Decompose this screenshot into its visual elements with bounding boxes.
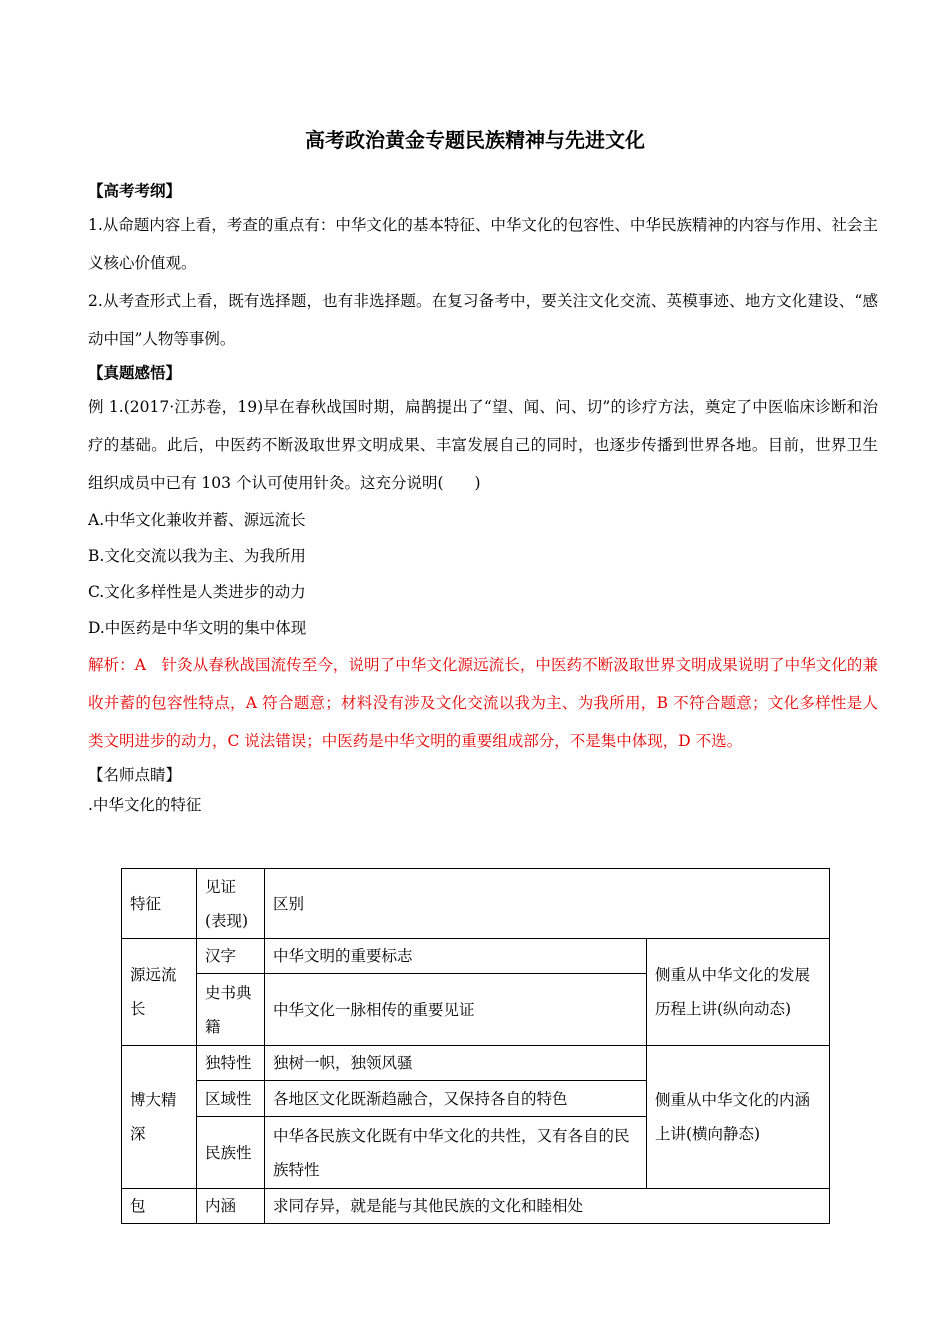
option-c: C.文化多样性是人类进步的动力 — [88, 583, 306, 601]
option-b: B.文化交流以我为主、为我所用 — [88, 547, 306, 565]
witness-cell: 区域性 — [197, 1081, 265, 1117]
feature-cell-profound: 博大精深 — [122, 1046, 197, 1189]
witness-cell: 民族性 — [197, 1117, 265, 1189]
witness-cell: 独特性 — [197, 1046, 265, 1081]
exam-question: 例 1.(2017·江苏卷，19)早在春秋战国时期，扁鹊提出了“望、闻、问、切”的诊疗方法，奠定了中医临床诊断和治疗的基础。此后，中医药不断汲取世界文明成果、丰富发展自己的同时，也逐步传播到世界各地。目前，世界卫生组织成员中已有 103 个认可使用针灸。这充分说明( ) — [88, 398, 878, 492]
table-row — [122, 1046, 830, 1081]
culture-features-table — [121, 868, 830, 1224]
option-a: A.中华文化兼收并蓄、源远流长 — [88, 511, 306, 529]
witness-cell: 汉字 — [197, 939, 265, 974]
desc-cell: 求同存异，就是能与其他民族的文化和睦相处 — [265, 1189, 830, 1224]
feature-cell-long-history: 源远流长 — [122, 939, 197, 1046]
table-row — [122, 939, 830, 974]
document-title: 高考政治黄金专题民族精神与先进文化 — [305, 128, 645, 152]
header-difference: 区别 — [265, 869, 830, 939]
option-d: D.中医药是中华文明的集中体现 — [88, 619, 307, 637]
table-row — [122, 1189, 830, 1224]
tips-subheading: .中华文化的特征 — [88, 796, 202, 814]
desc-cell: 中华各民族文化既有中华文化的共性，又有各自的民族特性 — [265, 1117, 647, 1189]
outline-item-2: 2.从考查形式上看，既有选择题，也有非选择题。在复习备考中，要关注文化交流、英模事迹、地方文化建设、“感动中国”人物等事例。 — [88, 292, 878, 348]
header-feature: 特征 — [122, 869, 197, 939]
document-body — [88, 176, 878, 820]
note-cell-horizontal: 侧重从中华文化的内涵上讲(横向静态) — [647, 1046, 830, 1189]
desc-cell: 各地区文化既渐趋融合，又保持各自的特色 — [265, 1081, 647, 1117]
witness-cell: 内涵 — [197, 1189, 265, 1224]
header-witness: 见证(表现) — [197, 869, 265, 939]
desc-cell: 中华文化一脉相传的重要见证 — [265, 974, 647, 1046]
outline-item-1: 1.从命题内容上看，考查的重点有：中华文化的基本特征、中华文化的包容性、中华民族精神的内容与作用、社会主义核心价值观。 — [88, 216, 878, 272]
table-header-row — [122, 869, 830, 939]
feature-cell-inclusive: 包 — [122, 1189, 197, 1224]
witness-cell: 史书典籍 — [197, 974, 265, 1046]
exam-analysis: 解析：A 针灸从春秋战国流传至今，说明了中华文化源远流长，中医药不断汲取世界文明成果说明了中华文化的兼收并蓄的包容性特点，A 符合题意；材料没有涉及文化交流以我为主、为我所用，B 不符合题意；文化多样性是人类文明进步的动力，C 说法错误；中医药是中华文明的重要组成部分，不是集中体现，D 不选。 — [88, 656, 878, 750]
desc-cell: 独树一帜，独领风骚 — [265, 1046, 647, 1081]
desc-cell: 中华文明的重要标志 — [265, 939, 647, 974]
outline-heading: 【高考考纲】 — [88, 181, 182, 200]
note-cell-vertical: 侧重从中华文化的发展历程上讲(纵向动态) — [647, 939, 830, 1046]
exam-heading: 【真题感悟】 — [88, 363, 182, 382]
tips-heading: 【名师点睛】 — [88, 766, 182, 784]
